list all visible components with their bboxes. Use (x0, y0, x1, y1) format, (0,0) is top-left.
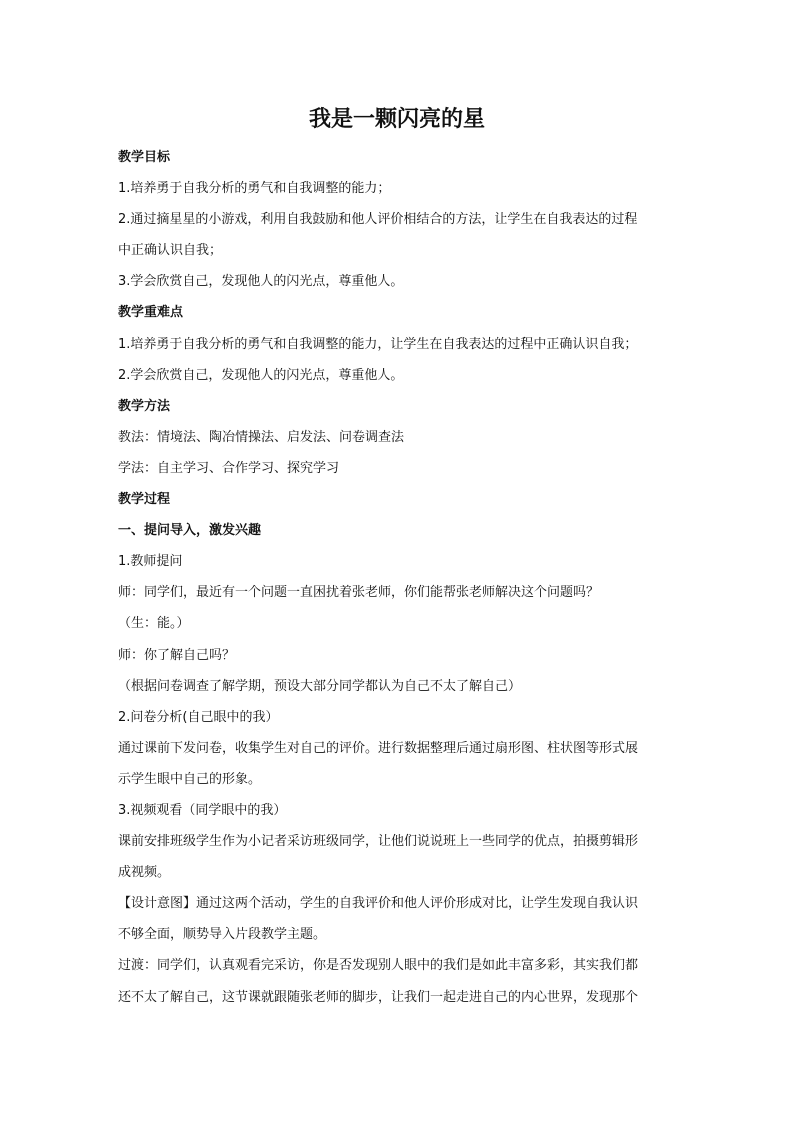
text-line: 2.学会欣赏自己，发现他人的闪光点，尊重他人。 (118, 367, 404, 383)
document-title: 我是一颗闪亮的星 (308, 107, 485, 132)
text-line: 师：同学们，最近有一个问题一直困扰着张老师，你们能帮张老师解决这个问题吗？ (118, 585, 600, 601)
text-line: （生：能。） (118, 616, 190, 632)
text-line: 示学生眼中自己的形象。 (118, 771, 262, 787)
text-line: 1.教师提问 (118, 554, 183, 570)
text-line: 1.培养勇于自我分析的勇气和自我调整的能力； (118, 181, 391, 197)
text-line: 【设计意图】通过这两个活动，学生的自我评价和他人评价形成对比，让学生发现自我认识 (118, 896, 639, 912)
text-line: 不够全面，顺势导入片段教学主题。 (118, 927, 327, 943)
text-line: 学法：自主学习、合作学习、探究学习 (118, 460, 340, 476)
text-line: 2.通过摘星星的小游戏，利用自我鼓励和他人评价相结合的方法，让学生在自我表达的过程 (118, 212, 638, 228)
text-line: 2.问卷分析(自己眼中的我） (118, 709, 279, 725)
text-line: 通过课前下发问卷，收集学生对自己的评价。进行数据整理后通过扇形图、柱状图等形式展 (118, 740, 639, 756)
text-line: 成视频。 (118, 865, 171, 881)
section-heading: 一、提问导入，激发兴趣 (118, 523, 262, 539)
text-line: 师：你了解自己吗？ (118, 647, 236, 663)
text-line: 3.视频观看（同学眼中的我） (118, 802, 287, 818)
text-line: 过渡：同学们，认真观看完采访，你是否发现别人眼中的我们是如此丰富多彩，其实我们都 (118, 958, 639, 974)
text-line: 还不太了解自己，这节课就跟随张老师的脚步，让我们一起走进自己的内心世界，发现那个 (118, 989, 639, 1005)
section-heading: 教学重难点 (118, 305, 184, 321)
document-body (118, 142, 678, 1013)
text-line: 3.学会欣赏自己，发现他人的闪光点，尊重他人。 (118, 274, 404, 290)
section-heading: 教学目标 (118, 150, 171, 165)
text-line: 教法：情境法、陶冶情操法、启发法、问卷调查法 (118, 429, 405, 445)
section-heading: 教学过程 (118, 492, 171, 508)
text-line: 中正确认识自我； (118, 243, 223, 259)
text-line: （根据问卷调查了解学期，预设大部分同学都认为自己不太了解自己） (118, 678, 522, 694)
text-line: 1.培养勇于自我分析的勇气和自我调整的能力，让学生在自我表达的过程中正确认识自我； (118, 336, 638, 352)
text-line: 课前安排班级学生作为小记者采访班级同学，让他们说说班上一些同学的优点，拍摄剪辑形 (118, 834, 639, 850)
section-heading: 教学方法 (118, 398, 171, 414)
